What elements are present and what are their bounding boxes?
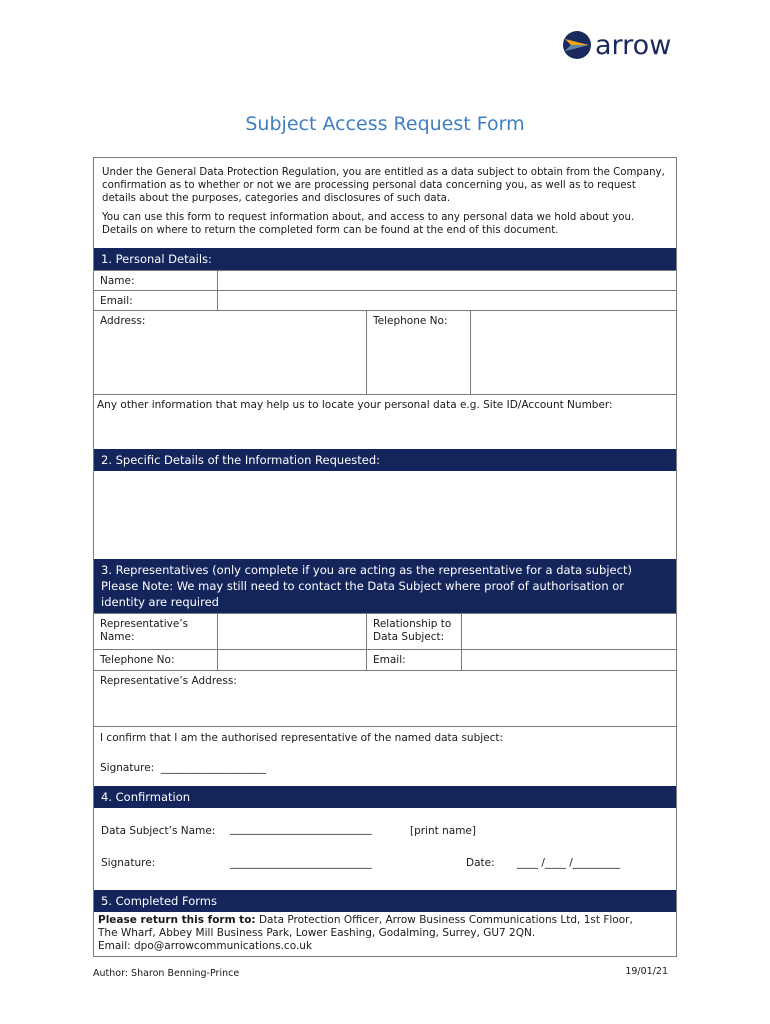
arrow-logo: [562, 28, 671, 62]
footer-author: Author: Sharon Benning-Prince: [93, 968, 240, 979]
rep-telephone-label: Telephone No:: [100, 654, 175, 667]
rep-name-label: Representative’s Name:: [100, 618, 189, 644]
date-label: Date:: [466, 857, 495, 870]
rep-name-field[interactable]: [217, 614, 366, 649]
section-5-header: 5. Completed Forms: [94, 890, 676, 912]
telephone-label: Telephone No:: [373, 315, 448, 328]
return-email[interactable]: Email: dpo@arrowcommunications.co.uk: [98, 940, 313, 953]
intro-paragraph-1: Under the General Data Protection Regulation, you are entitled as a data subject to obtain from the Company, confirmation as to whether or not we are processing personal data concerning you, as well as to request details about the purposes, categories and disclosures of such data.: [102, 167, 665, 205]
name-label: Name:: [100, 275, 135, 288]
telephone-field[interactable]: [470, 311, 676, 394]
email-field[interactable]: [217, 291, 676, 310]
address-field[interactable]: [94, 311, 366, 394]
return-instructions: [94, 912, 676, 956]
confirm-signature-line[interactable]: ___________________________: [230, 857, 372, 870]
rep-telephone-field[interactable]: [217, 650, 366, 670]
footer-date: 19/01/21: [625, 966, 668, 977]
section-3-header: [94, 559, 676, 613]
sar-form: [93, 157, 677, 957]
rep-email-field[interactable]: [461, 650, 676, 670]
page-title: Subject Access Request Form: [245, 113, 525, 135]
telephone-label-cell: [366, 311, 470, 394]
arrow-logo-icon: [562, 30, 592, 60]
confirm-signature-label: Signature:: [101, 857, 156, 870]
rep-address-label: Representative’s Address:: [100, 675, 237, 688]
address-label: Address:: [100, 315, 146, 328]
address-row: [94, 310, 676, 394]
rep-confirm-row: [94, 726, 676, 786]
rep-address-field[interactable]: [94, 671, 676, 726]
section-4-header: 4. Confirmation: [94, 786, 676, 808]
email-label: Email:: [100, 295, 133, 308]
return-line-1: Data Protection Officer, Arrow Business Communications Ltd, 1st Floor,: [255, 914, 633, 927]
return-bold-label: Please return this form to:: [98, 914, 256, 927]
rep-signature: [94, 748, 676, 778]
other-info-field[interactable]: [94, 395, 676, 449]
relationship-field[interactable]: [461, 614, 676, 649]
section-3-note: Please Note: We may still need to contact the Data Subject where proof of authorisation or identity are required: [101, 579, 625, 610]
other-info-label: Any other information that may help us to locate your personal data e.g. Site ID/Account Number:: [97, 399, 613, 412]
intro-text: [94, 158, 676, 248]
rep-name-row: [94, 613, 676, 649]
name-row: [94, 270, 676, 290]
section-2-header: 2. Specific Details of the Information Requested:: [94, 449, 676, 471]
rep-signature-line[interactable]: ____________________: [160, 762, 266, 775]
rep-contact-row: [94, 649, 676, 670]
other-info-row: [94, 394, 676, 449]
section-3-title: 3. Representatives (only complete if you are acting as the representative for a data subject): [101, 563, 632, 578]
confirmation-body: [94, 808, 676, 890]
email-row: [94, 290, 676, 310]
rep-email-label: Email:: [366, 650, 461, 670]
rep-confirm-text: I confirm that I am the authorised representative of the named data subject:: [100, 732, 504, 745]
rep-address-row: [94, 670, 676, 726]
intro-paragraph-2: You can use this form to request information about, and access to any personal data we hold about you. Details on where to return the completed form can be found at the end of this document.: [102, 211, 635, 236]
print-name-hint: [print name]: [410, 825, 476, 838]
section-1-header: 1. Personal Details:: [94, 248, 676, 270]
subject-name-label: Data Subject’s Name:: [101, 825, 216, 838]
subject-name-line[interactable]: ___________________________: [230, 823, 372, 836]
date-line[interactable]: ____ /____ /_________: [517, 857, 621, 870]
logo-text: arrow: [595, 29, 672, 61]
relationship-label: Relationship to Data Subject:: [366, 614, 461, 649]
rep-signature-label: Signature:: [100, 762, 155, 775]
information-requested-field[interactable]: [94, 471, 676, 559]
return-line-2: The Wharf, Abbey Mill Business Park, Lower Eashing, Godalming, Surrey, GU7 2QN.: [98, 927, 536, 940]
name-field[interactable]: [217, 271, 676, 290]
